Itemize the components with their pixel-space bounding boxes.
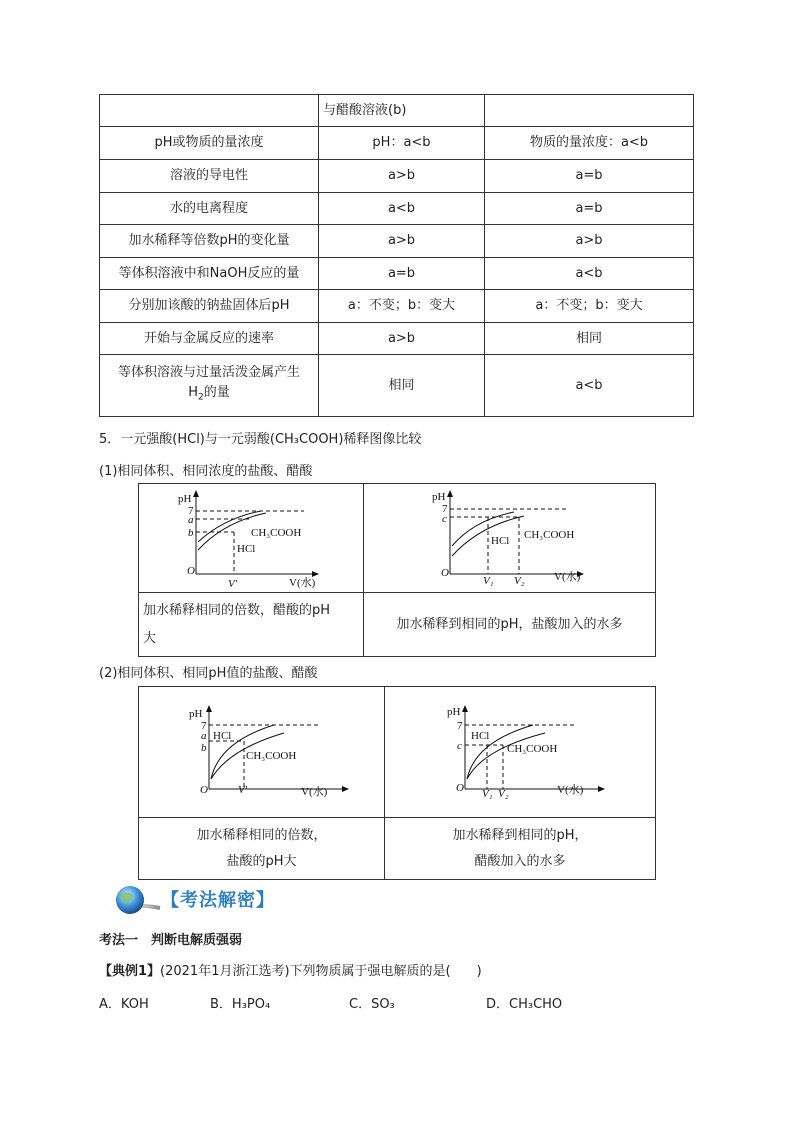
graph-desc-cell bbox=[139, 818, 385, 880]
comparison-table bbox=[99, 94, 694, 417]
option-c: C．SO₃ bbox=[349, 997, 395, 1012]
table-cell: 物质的量浓度：a<b bbox=[485, 127, 694, 160]
graph-label-o: O bbox=[187, 565, 195, 577]
table-cell: 溶液的导电性 bbox=[100, 160, 319, 193]
graph-cell bbox=[139, 687, 385, 818]
cell-text: 的量 bbox=[203, 385, 230, 401]
graph-label-hcl: HCl bbox=[471, 730, 490, 742]
section5-sub2: (2)相同体积、相同pH值的盐酸、醋酸 bbox=[99, 666, 318, 681]
graph-label-v1: V₁ bbox=[483, 575, 494, 587]
graph-cell bbox=[139, 484, 364, 593]
graph-desc-line: 醋酸加入的水多 bbox=[474, 853, 566, 869]
graph-label-ph: pH bbox=[447, 706, 461, 718]
table-cell: a>b bbox=[319, 323, 485, 355]
graph-table-1 bbox=[138, 483, 656, 657]
table-row bbox=[100, 290, 694, 323]
graph-label-vwater: V(水) bbox=[554, 571, 581, 583]
graph-label-ph: pH bbox=[189, 708, 203, 720]
table-cell: pH：a<b bbox=[319, 127, 485, 160]
table-cell: a<b bbox=[319, 193, 485, 225]
table-row bbox=[100, 258, 694, 290]
table-cell: a<b bbox=[485, 355, 694, 417]
option-b: B．H₃PO₄ bbox=[210, 997, 271, 1012]
table-cell: a：不变；b：变大 bbox=[319, 290, 485, 323]
table-row bbox=[100, 193, 694, 225]
graph-label-a: a bbox=[201, 730, 207, 742]
section5-sub1: (1)相同体积、相同浓度的盐酸、醋酸 bbox=[99, 464, 313, 479]
graph-label-ch3cooh: CH₃COOH bbox=[524, 529, 575, 541]
graph-desc-cell: 加水稀释到相同的pH，盐酸加入的水多 bbox=[364, 593, 656, 657]
table-cell: a>b bbox=[319, 160, 485, 193]
cell-text: H bbox=[188, 385, 199, 401]
table-cell: a<b bbox=[485, 258, 694, 290]
table-row bbox=[100, 127, 694, 160]
table-row bbox=[100, 355, 694, 417]
graph-label-o: O bbox=[441, 567, 449, 579]
graph-label-ch3cooh: CH₃COOH bbox=[507, 743, 558, 755]
graph-1b bbox=[364, 484, 656, 588]
graph-desc-line: 盐酸的pH大 bbox=[226, 853, 297, 869]
table-row bbox=[100, 225, 694, 258]
table-row bbox=[100, 160, 694, 193]
graph-cell bbox=[364, 484, 656, 593]
table-cell: a=b bbox=[485, 193, 694, 225]
graph-label-ch3cooh: CH₃COOH bbox=[251, 527, 302, 539]
table-cell: 相同 bbox=[485, 323, 694, 355]
graph-label-hcl: HCl bbox=[213, 730, 232, 742]
graph-label-vwater: V(水) bbox=[557, 784, 584, 796]
example-text: (2021年1月浙江选考)下列物质属于强电解质的是( ) bbox=[160, 964, 482, 979]
table-cell: a=b bbox=[485, 160, 694, 193]
graph-desc-line: 加水稀释相同的倍数， bbox=[196, 827, 327, 843]
graph-label-vwater: V(水) bbox=[301, 786, 328, 798]
graph-desc-line: 加水稀释相同的倍数，醋酸的pH bbox=[143, 602, 331, 618]
cell-line bbox=[104, 383, 314, 408]
graph-label-hcl: HCl bbox=[237, 543, 256, 555]
graph-table-2 bbox=[138, 686, 656, 880]
globe-icon bbox=[100, 882, 162, 918]
graph-label-hcl: HCl bbox=[491, 535, 510, 547]
graph-label-b: b bbox=[188, 527, 194, 539]
table-cell: a：不变；b：变大 bbox=[485, 290, 694, 323]
table-cell bbox=[100, 355, 319, 417]
table-cell: a>b bbox=[485, 225, 694, 258]
table-row bbox=[100, 323, 694, 355]
graph-desc-line: 大 bbox=[143, 630, 157, 646]
subscript: 2 bbox=[198, 392, 204, 403]
table-cell bbox=[485, 95, 694, 127]
cell-line: 等体积溶液与过量活泼金属产生 bbox=[117, 365, 300, 381]
table-cell: 开始与金属反应的速率 bbox=[100, 323, 319, 355]
graph-label-c: c bbox=[442, 513, 447, 525]
graph-label-ch3cooh: CH₃COOH bbox=[246, 750, 297, 762]
method-heading: 考法一 判断电解质强弱 bbox=[99, 933, 243, 948]
graph-label-c: c bbox=[457, 740, 462, 752]
graph-label-ph: pH bbox=[432, 491, 446, 503]
graph-label-v2: V₂ bbox=[514, 575, 525, 587]
section-banner: 【考法解密】 bbox=[161, 890, 275, 911]
graph-label-b: b bbox=[201, 742, 207, 754]
table-cell bbox=[100, 95, 319, 127]
table-cell: 相同 bbox=[319, 355, 485, 417]
table-cell: 分别加该酸的钠盐固体后pH bbox=[100, 290, 319, 323]
table-cell: pH或物质的量浓度 bbox=[100, 127, 319, 160]
table-cell: 与醋酸溶液(b) bbox=[319, 95, 485, 127]
table-cell: a>b bbox=[319, 225, 485, 258]
section5-title: 5．一元强酸(HCl)与一元弱酸(CH₃COOH)稀释图像比较 bbox=[99, 432, 422, 447]
graph-label-vprime: V′ bbox=[228, 578, 238, 588]
graph-desc-cell bbox=[139, 593, 364, 657]
graph-label-7: 7 bbox=[457, 720, 463, 732]
graph-label-o: O bbox=[456, 782, 464, 794]
graph-label-7: 7 bbox=[201, 720, 207, 732]
graph-desc-cell bbox=[385, 818, 656, 880]
option-d: D．CH₃CHO bbox=[486, 997, 563, 1012]
graph-2a bbox=[139, 687, 384, 813]
graph-label-v2: V₂ bbox=[498, 788, 509, 800]
graph-label-a: a bbox=[188, 514, 194, 526]
option-a: A．KOH bbox=[99, 997, 149, 1012]
graph-label-o: O bbox=[200, 784, 208, 796]
graph-2b bbox=[385, 687, 656, 813]
graph-label-7: 7 bbox=[442, 503, 448, 515]
table-cell: 等体积溶液中和NaOH反应的量 bbox=[100, 258, 319, 290]
graph-label-7: 7 bbox=[188, 505, 194, 517]
graph-cell bbox=[385, 687, 656, 818]
table-cell: a=b bbox=[319, 258, 485, 290]
graph-label-vprime: V′ bbox=[238, 784, 248, 796]
example-tag: 【典例1】 bbox=[99, 964, 161, 979]
graph-label-v1: V₁ bbox=[482, 788, 493, 800]
table-cell: 水的电离程度 bbox=[100, 193, 319, 225]
graph-label-ph: pH bbox=[178, 493, 192, 505]
graph-label-vwater: V(水) bbox=[289, 577, 316, 588]
graph-1a bbox=[139, 484, 363, 588]
table-cell: 加水稀释等倍数pH的变化量 bbox=[100, 225, 319, 258]
graph-desc-line: 加水稀释到相同的pH， bbox=[452, 827, 588, 843]
example-line bbox=[99, 960, 482, 979]
table-row bbox=[100, 95, 694, 127]
